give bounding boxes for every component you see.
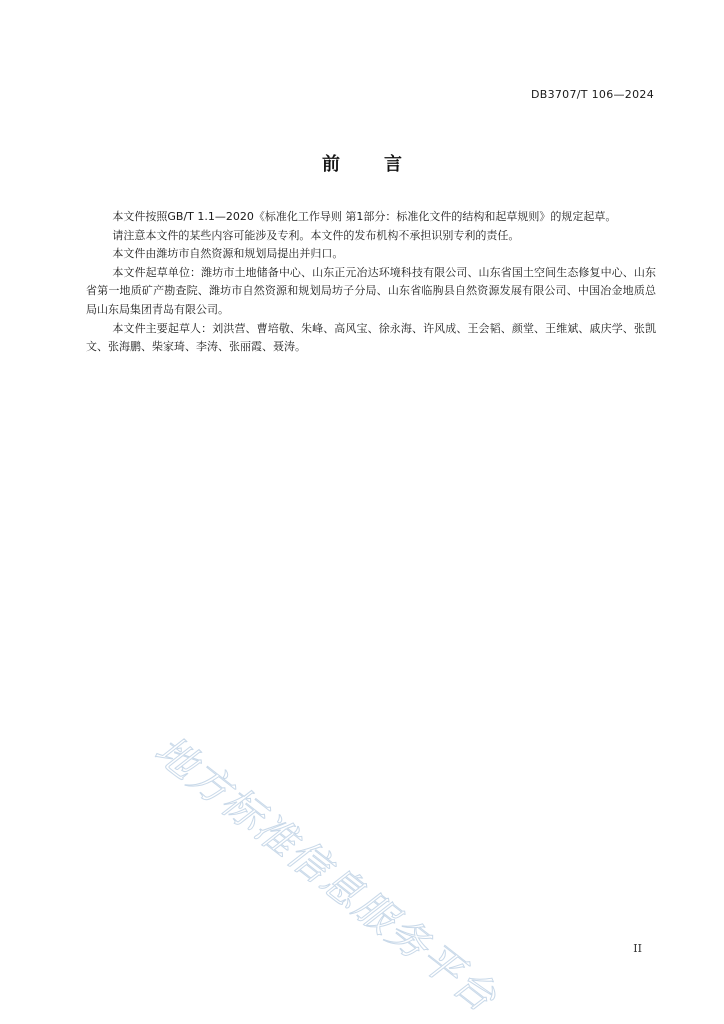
- paragraph-patent-notice: 请注意本文件的某些内容可能涉及专利。本文件的发布机构不承担识别专利的责任。: [112, 228, 520, 242]
- watermark: 地方标准信息服务平台: [146, 727, 506, 1022]
- paragraph-drafting-units: 本文件起草单位：潍坊市土地储备中心、山东正元冶达环境科技有限公司、山东省国土空间生态修复中心、山东省第一地质矿产勘查院、潍坊市自然资源和规划局坊子分局、山东省临朐县自然资源发展有限公司、中国冶金地质总局山东局集团青岛有限公司。: [86, 265, 656, 316]
- paragraph-drafting-basis: 本文件按照GB/T 1.1—2020《标准化工作导则 第1部分：标准化文件的结构和起草规则》的规定起草。: [112, 210, 617, 223]
- paragraph-drafters: 本文件主要起草人：刘洪营、曹培敬、朱峰、高风宝、徐永海、许风成、王会韬、颜堂、王维斌、戚庆学、张凯文、张海鹏、柴家琦、李涛、张丽霞、聂涛。: [86, 321, 656, 354]
- foreword-body: [86, 208, 656, 357]
- page-title: 前言: [322, 154, 446, 175]
- page-number: II: [633, 942, 642, 955]
- document-code: DB3707/T 106—2024: [530, 88, 654, 101]
- paragraph-proposer: 本文件由潍坊市自然资源和规划局提出并归口。: [112, 247, 344, 261]
